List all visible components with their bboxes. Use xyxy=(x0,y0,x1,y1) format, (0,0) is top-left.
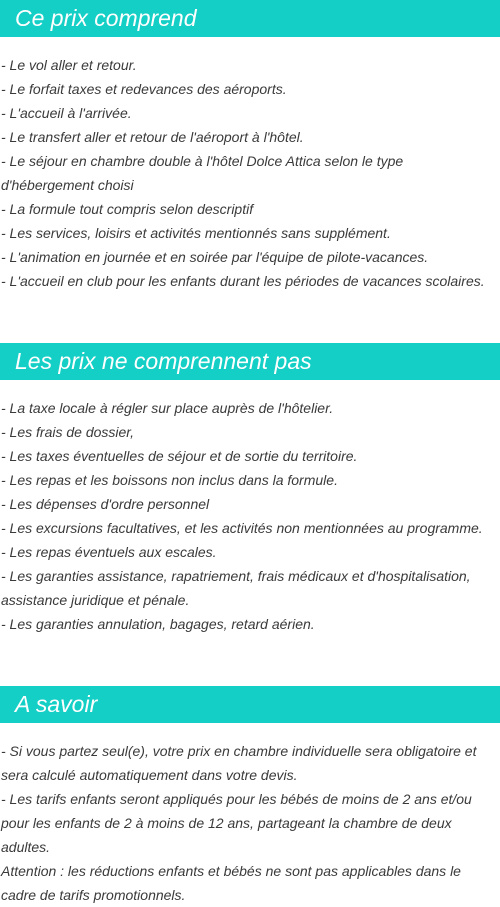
list-item: - Les excursions facultatives, et les activités non mentionnées au programme. xyxy=(1,520,483,536)
section-title-price-excludes: Les prix ne comprennent pas xyxy=(0,343,500,380)
price-excludes-list xyxy=(0,396,500,636)
section-title-price-includes: Ce prix comprend xyxy=(0,0,500,37)
list-item: - Les services, loisirs et activités mentionnés sans supplément. xyxy=(1,225,391,241)
list-item: - Les garanties assistance, rapatriement, frais médicaux et d'hospitalisation, assistance juridique et pénale. xyxy=(1,568,471,608)
list-item: - Les frais de dossier, xyxy=(1,424,135,440)
list-item: - Le forfait taxes et redevances des aéroports. xyxy=(1,81,287,97)
list-item: - Le transfert aller et retour de l'aéroport à l'hôtel. xyxy=(1,129,304,145)
list-item: - Les taxes éventuelles de séjour et de sortie du territoire. xyxy=(1,448,358,464)
list-item: - Les repas et les boissons non inclus dans la formule. xyxy=(1,472,338,488)
list-item: - Le vol aller et retour. xyxy=(1,57,137,73)
list-item: - L'accueil en club pour les enfants durant les périodes de vacances scolaires. xyxy=(1,273,485,289)
list-item: - Les repas éventuels aux escales. xyxy=(1,544,217,560)
list-item: - Le séjour en chambre double à l'hôtel Dolce Attica selon le type d'hébergement choisi xyxy=(1,153,404,193)
list-item: Attention : les réductions enfants et bébés ne sont pas applicables dans le cadre de tarifs promotionnels. xyxy=(1,863,461,903)
list-item: - Les dépenses d'ordre personnel xyxy=(1,496,210,512)
price-includes-list xyxy=(0,53,500,293)
list-item: - Les tarifs enfants seront appliqués pour les bébés de moins de 2 ans et/ou pour les enfants de 2 à moins de 12 ans, partageant la chambre de deux adultes. xyxy=(1,791,472,855)
list-item: - Si vous partez seul(e), votre prix en chambre individuelle sera obligatoire et sera calculé automatiquement dans votre devis. xyxy=(1,743,477,783)
list-item: - La taxe locale à régler sur place auprès de l'hôtelier. xyxy=(1,400,334,416)
list-item: - La formule tout compris selon descriptif xyxy=(1,201,254,217)
list-item: - Les garanties annulation, bagages, retard aérien. xyxy=(1,616,315,632)
list-item: - L'accueil à l'arrivée. xyxy=(1,105,132,121)
list-item: - L'animation en journée et en soirée par l'équipe de pilote-vacances. xyxy=(1,249,429,265)
good-to-know-list xyxy=(0,739,500,907)
section-title-good-to-know: A savoir xyxy=(0,686,500,723)
